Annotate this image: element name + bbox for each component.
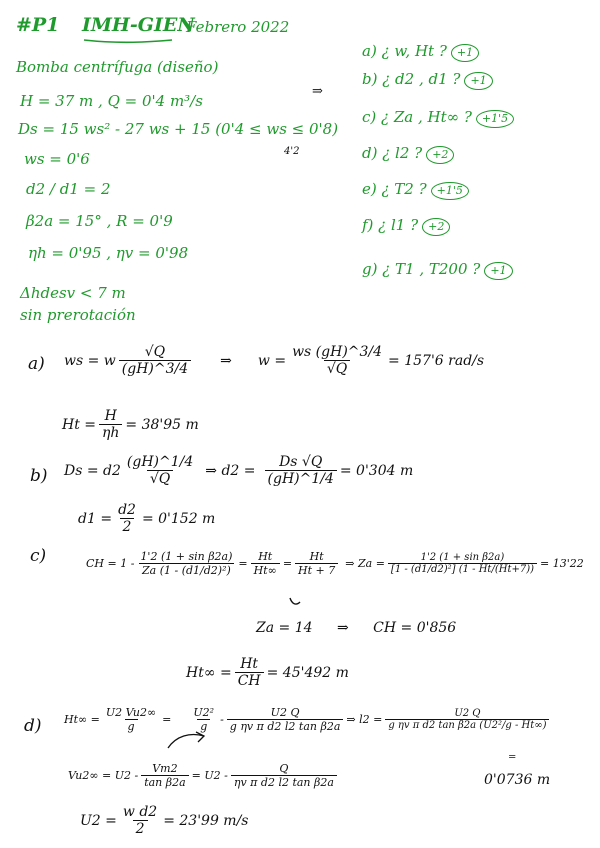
problem-number: #P1: [16, 14, 60, 36]
eq-d2-den2: ηv π d2 l2 tan β2a: [231, 775, 337, 789]
eq-c3-left: Ht∞ =: [186, 664, 232, 681]
eq-d1-num2: U2²: [193, 706, 215, 719]
eq-a1-den2: √Q: [324, 360, 350, 377]
eq-c1-num: 1'2 (1 + sin β2a): [140, 550, 233, 563]
eq-d3-den: 2: [133, 820, 148, 837]
substitution-arrowhead: [196, 732, 204, 742]
eq-a2-num: H: [104, 408, 117, 424]
arrow-implies: ⇒: [312, 84, 323, 99]
eq-c1-den4: [1 - (d1/d2)²] (1 - Ht/(Ht+7)): [388, 563, 537, 575]
eq-d3-left: U2 =: [80, 812, 117, 829]
eq-d3-result: = 23'99 m/s: [163, 812, 249, 829]
question-f-label: f) ¿ l1 ?: [362, 216, 419, 234]
eq-d1-eq: =: [162, 713, 172, 726]
question-d-points: +2: [426, 146, 454, 164]
solution-b-label: b): [30, 466, 48, 486]
eq-a2-result: = 38'95 m: [125, 416, 199, 433]
course-code: IMH-GIEN: [82, 14, 195, 36]
eq-b2-den: 2: [120, 518, 135, 535]
eq-c3-den: CH: [235, 672, 264, 689]
eq-a1-result: = 157'6 rad/s: [388, 352, 485, 369]
eq-b1-den2: (gH)^1/4: [265, 470, 337, 487]
eq-c1-mid2: =: [282, 557, 293, 570]
eq-b1-den: √Q: [147, 470, 173, 487]
question-d-label: d) ¿ l2 ?: [362, 144, 423, 162]
eq-d1-num4: U2 Q: [454, 708, 481, 719]
eq-b1-left: Ds = d2: [64, 462, 121, 479]
given-head-flow: H = 37 m , Q = 0'4 m³/s: [20, 92, 203, 110]
eq-b2-num: d2: [118, 502, 136, 518]
eq-d1-arrow: ⇒ l2 =: [346, 713, 383, 726]
eq-c1-left: CH = 1 -: [86, 557, 135, 570]
given-ws: ws = 0'6: [24, 150, 90, 168]
margin-note: 4'2: [284, 146, 300, 157]
eq-c2-arrow: ⇒: [336, 620, 349, 636]
eq-a2-left: Ht =: [62, 416, 97, 433]
eq-c2-za: Za = 14: [256, 620, 313, 636]
eq-c3-num: Ht: [240, 656, 259, 672]
eq-d1-den: g: [125, 719, 138, 733]
eq-d1-den2: g: [197, 719, 210, 733]
eq-a1-num: √Q: [144, 344, 166, 360]
eq-b1-num2: Ds √Q: [279, 454, 323, 470]
za-check-mark: [290, 598, 300, 604]
eq-c1-num4: 1'2 (1 + sin β2a): [420, 552, 505, 563]
eq-c1-result: = 13'22: [540, 557, 584, 570]
eq-d1-minus: -: [220, 713, 224, 726]
eq-c1-num3: Ht: [309, 550, 324, 563]
question-c-points: +1'5: [476, 110, 514, 128]
eq-d2-left: Vu2∞ = U2 -: [68, 769, 139, 782]
question-a-points: +1: [451, 44, 479, 62]
eq-d2-num2: Q: [279, 762, 289, 775]
eq-d1-den4: g ηv π d2 tan β2a (U2²/g - Ht∞): [385, 719, 549, 731]
given-efficiencies: ηh = 0'95 , ηv = 0'98: [28, 244, 189, 262]
eq-d1-num: U2 Vu2∞: [105, 706, 157, 719]
eq-c1-den: Za (1 - (d1/d2)²): [139, 563, 234, 577]
eq-d1-left: Ht∞ =: [64, 713, 100, 726]
question-b-points: +1: [464, 72, 492, 90]
question-e-points: +1'5: [431, 182, 469, 200]
eq-b2-result: = 0'152 m: [141, 510, 216, 527]
eq-c1-den3: Ht + 7: [295, 563, 338, 577]
eq-a1-den: (gH)^3/4: [119, 360, 191, 377]
exam-date: Febrero 2022: [186, 18, 290, 36]
solution-d-label: d): [24, 716, 42, 736]
given-ds-formula: Ds = 15 ws² - 27 ws + 15 (0'4 ≤ ws ≤ 0'8): [18, 120, 339, 138]
eq-a1-arrow: ⇒: [220, 352, 232, 369]
course-underline: [84, 40, 172, 42]
eq-c3-result: = 45'492 m: [266, 664, 349, 681]
given-no-prerotation: sin prerotación: [20, 306, 136, 324]
eq-c1-mid: =: [238, 557, 248, 570]
eq-d1-den3: g ηv π d2 l2 tan β2a: [227, 719, 344, 733]
eq-c1-den2: Ht∞: [251, 563, 280, 577]
question-g-points: +1: [484, 262, 512, 280]
eq-c1-num2: Ht: [258, 550, 273, 563]
question-e-label: e) ¿ T2 ?: [362, 180, 427, 198]
result-l2: 0'0736 m: [484, 772, 551, 788]
given-title: Bomba centrífuga (diseño): [16, 58, 219, 76]
eq-b2-left: d1 =: [78, 510, 113, 527]
eq-d2-mid: = U2 -: [191, 769, 228, 782]
question-c-label: c) ¿ Za , Ht∞ ?: [362, 108, 472, 126]
eq-c2-ch: CH = 0'856: [373, 620, 457, 636]
question-g-label: g) ¿ T1 , T200 ?: [362, 260, 481, 278]
given-diameter-ratio: d2 / d1 = 2: [26, 180, 111, 198]
eq-a1-num2: ws (gH)^3/4: [292, 344, 383, 360]
eq-b1-arrow: ⇒ d2 =: [205, 462, 256, 479]
eq-c1-arrow: ⇒ Za =: [345, 557, 385, 570]
eq-a1-left: ws = w: [64, 352, 116, 369]
given-angle-r: β2a = 15° , R = 0'9: [26, 212, 173, 230]
question-a-label: a) ¿ w, Ht ?: [362, 42, 447, 60]
eq-d1-num3: U2 Q: [270, 706, 300, 719]
given-hdesv: Δhdesv < 7 m: [20, 284, 126, 302]
eq-d2-den: tan β2a: [141, 775, 188, 789]
eq-a1-w: w =: [257, 352, 287, 369]
question-f-points: +2: [422, 218, 450, 236]
eq-d2-num: Vm2: [152, 762, 178, 775]
eq-d3-num: w d2: [122, 804, 158, 820]
question-b-label: b) ¿ d2 , d1 ?: [362, 70, 461, 88]
eq-b1-result: = 0'304 m: [339, 462, 414, 479]
solution-a-label: a): [28, 354, 45, 374]
result-equals-mark: =: [508, 752, 517, 763]
eq-a2-den: ηh: [99, 424, 122, 441]
eq-b1-num: (gH)^1/4: [126, 454, 194, 470]
solution-c-label: c): [30, 546, 47, 566]
